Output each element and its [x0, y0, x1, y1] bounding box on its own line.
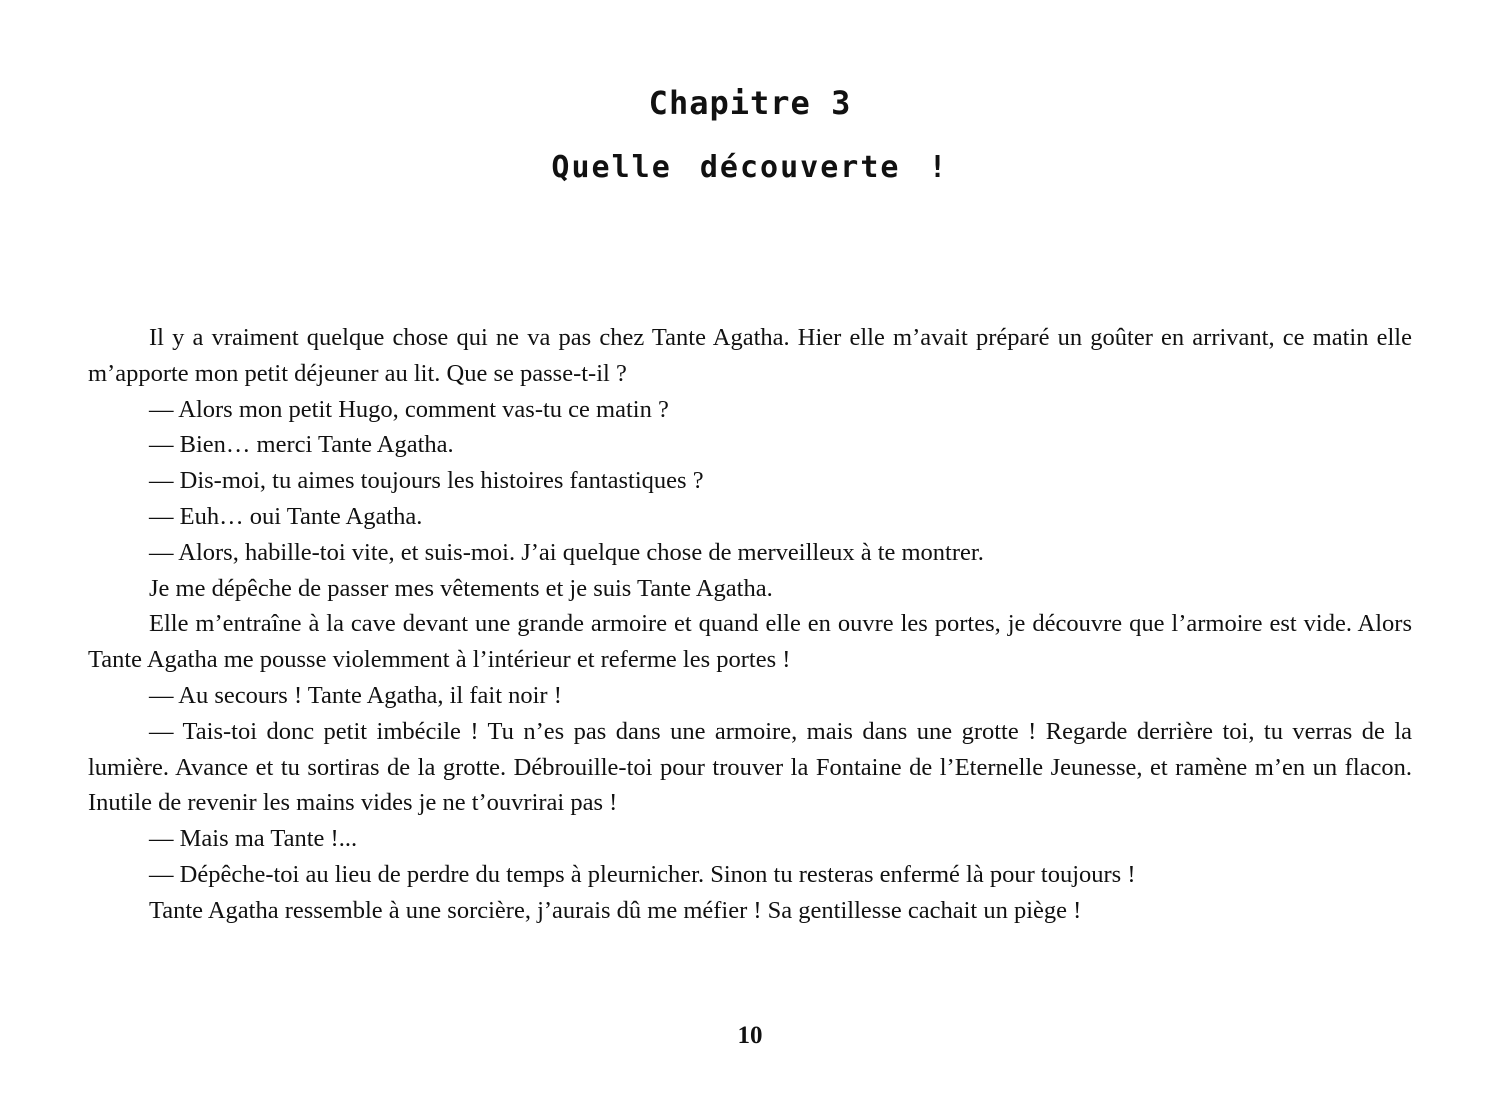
paragraph: — Bien… merci Tante Agatha.	[149, 431, 454, 459]
paragraph: — Tais-toi donc petit imbécile ! Tu n’es pas dans une armoire, mais dans une grotte ! Regarde derrière toi, tu verras de la lumière. Avance et tu sortiras de la grotte. Débrouille-toi pour trouver la Fontaine de l’Eternelle Jeunesse, et ramène m’en un flacon. Inutile de revenir les mains vides je ne t’ouvrirai pas !	[88, 717, 1412, 817]
paragraph: Elle m’entraîne à la cave devant une grande armoire et quand elle en ouvre les portes, je découvre que l’armoire est vide. Alors Tante Agatha me pousse violemment à l’intérieur et referme les portes !	[88, 610, 1412, 674]
page-number: 10	[737, 1022, 763, 1049]
chapter-number: Chapitre 3	[648, 84, 852, 122]
chapter-body	[88, 320, 1412, 929]
paragraph: Je me dépêche de passer mes vêtements et je suis Tante Agatha.	[149, 574, 773, 602]
paragraph: — Dépêche-toi au lieu de perdre du temps à pleurnicher. Sinon tu resteras enfermé là pour toujours !	[149, 860, 1136, 888]
paragraph: — Mais ma Tante !...	[149, 825, 358, 853]
paragraph: — Euh… oui Tante Agatha.	[149, 502, 423, 530]
paragraph: Tante Agatha ressemble à une sorcière, j’aurais dû me méfier ! Sa gentillesse cachait un piège !	[149, 896, 1082, 924]
paragraph: — Alors, habille-toi vite, et suis-moi. J’ai quelque chose de merveilleux à te montrer.	[149, 538, 984, 566]
chapter-title: Quelle découverte !	[551, 150, 949, 185]
paragraph: — Alors mon petit Hugo, comment vas-tu ce matin ?	[149, 395, 669, 423]
paragraph: — Dis-moi, tu aimes toujours les histoires fantastiques ?	[149, 467, 704, 495]
paragraph: — Au secours ! Tante Agatha, il fait noir !	[149, 681, 562, 709]
paragraph: Il y a vraiment quelque chose qui ne va pas chez Tante Agatha. Hier elle m’avait préparé un goûter en arrivant, ce matin elle m’apporte mon petit déjeuner au lit. Que se passe-t-il ?	[88, 324, 1412, 387]
